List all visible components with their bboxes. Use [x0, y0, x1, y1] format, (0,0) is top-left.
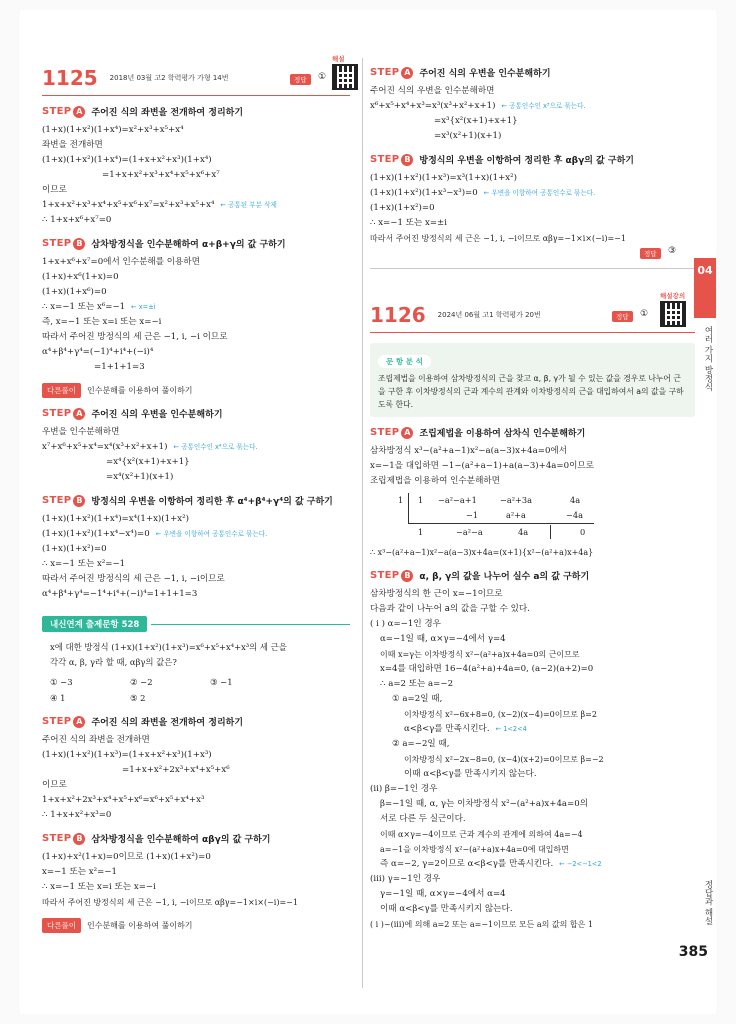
alt-solution-header — [42, 383, 350, 398]
solution-line: α⁴+β⁴+γ⁴=−1⁴+i⁴+(−i)⁴=1+1+1=3 — [42, 589, 198, 599]
solution-line: ∴ x=−1 또는 x=i 또는 x=−i — [42, 882, 156, 892]
solution-line: 삼차방정식의 한 근이 x=−1이므로 — [370, 589, 503, 599]
solution-line: (1+x)(1+x²)=0 — [370, 203, 435, 213]
synth-cell: 4a — [518, 527, 529, 537]
solution-text: x⁶+x⁵+x⁴+x³=x³(x³+x²+x+1) — [370, 101, 496, 111]
margin-note: ← x=±i — [131, 303, 156, 311]
solution-text: (1+x)(1+x²)(1+x⁴−x⁴)=0 — [42, 529, 150, 539]
synth-cell: −4a — [566, 510, 583, 520]
solution-line: 주어진 식의 좌변을 전개하면 — [42, 735, 150, 745]
solution-line: 삼차방정식 x³−(a²+a−1)x²−a(a−3)x+4a=0에서 — [370, 446, 568, 456]
solution-line — [370, 857, 695, 872]
solution-line: (1+x)(1+x²)=0 — [42, 544, 107, 554]
related-problem-tag: 내신연계 출제문항 528 — [42, 616, 147, 632]
step-tag: STEP — [42, 495, 72, 506]
step-b-header — [42, 494, 350, 507]
step-letter-badge: B — [73, 833, 85, 845]
solution-line — [42, 527, 350, 542]
synth-divider — [408, 523, 594, 524]
solution-line: 따라서 주어진 방정식의 세 근은 −1, i, −i이므로 αβγ=−1×i×(−i)=−1 — [370, 234, 626, 243]
answer-value: ① — [640, 309, 649, 319]
solution-line: 1+x+x²+2x³+x⁴+x⁵+x⁶=x⁶+x⁵+x⁴+x³ — [42, 795, 205, 805]
step-title: 방정식의 우변을 이항하여 정리한 후 α⁴+β⁴+γ⁴의 값 구하기 — [91, 497, 333, 507]
margin-note: ← 우변을 이항하여 공통인수로 묶는다. — [483, 189, 596, 197]
solution-line: 우변을 인수분해하면 — [42, 427, 120, 437]
solution-line: =x³(x²+1)(x+1) — [434, 131, 502, 141]
solution-line: ∴ x³−(a²+a−1)x²−a(a−3)x+4a=(x+1){x²−(a²+a)x+4a} — [370, 548, 594, 557]
solution-line: (1+x)+x⁶(1+x)=0 — [42, 272, 119, 282]
synth-cell: −a²−a+1 — [438, 495, 477, 505]
solution-text: x⁷+x⁶+x⁵+x⁴=x⁴(x³+x²+x+1) — [42, 442, 168, 452]
solution-line: 이므로 — [42, 780, 67, 790]
divider — [151, 624, 350, 625]
solution-line: 조립제법을 이용하여 인수분해하면 — [370, 476, 500, 486]
synth-cell: 4a — [570, 495, 581, 505]
alt-solution-tag: 다른풀이 — [42, 383, 81, 398]
margin-note: ← 우변을 이항하여 공통인수로 묶는다. — [155, 530, 268, 538]
step-b-header — [42, 237, 350, 250]
synth-divisor: 1 — [398, 495, 404, 505]
step-b-header — [42, 832, 350, 845]
step-a-header — [370, 66, 695, 79]
chapter-number: 04 — [697, 264, 713, 277]
step-letter-badge: A — [401, 67, 413, 79]
page-number: 385 — [678, 944, 708, 960]
problem-source: 2018년 03월 고2 학력평가 가형 14번 — [109, 73, 229, 82]
solution-line: ∴ x=−1 또는 x²=−1 — [42, 559, 126, 569]
solution-text: α<β<γ를 만족시킨다. — [404, 724, 490, 734]
divider — [370, 268, 695, 269]
step-a-header — [42, 715, 350, 728]
answer-value: ③ — [668, 246, 677, 256]
step-tag: STEP — [370, 570, 400, 581]
solution-line: x=−1을 대입하면 −1−(a²+a−1)+a(a−3)+4a=0이므로 — [370, 461, 595, 471]
solution-line: (1+x)(1+x⁶)=0 — [42, 287, 107, 297]
margin-note: ← 공통인수인 x⁴으로 묶는다. — [173, 443, 258, 451]
synth-cell: −a²+3a — [500, 495, 532, 505]
problem-1126-header — [370, 292, 695, 333]
problem-1125-header — [42, 55, 350, 96]
step-tag: STEP — [42, 408, 72, 419]
choice-5[interactable]: ⑤ 2 — [130, 693, 146, 703]
solution-line: ∴ a=2 또는 a=−2 — [380, 679, 454, 689]
solution-line — [370, 722, 695, 737]
step-letter-badge: A — [73, 716, 85, 728]
synth-cell: −a²−a — [456, 527, 483, 537]
solution-line: (iii) γ=−1인 경우 — [370, 874, 441, 884]
step-title: 주어진 식의 좌변을 전개하여 정리하기 — [91, 718, 244, 728]
solution-line: (1+x)(1+x²)(1+x⁴)=x²+x³+x⁵+x⁴ — [42, 125, 184, 135]
solution-line: x=4를 대입하면 16−4(a²+a)+4a=0, (a−2)(a+2)=0 — [380, 664, 594, 674]
synth-cell: 0 — [580, 527, 586, 537]
solution-line: 즉, x=−1 또는 x=i 또는 x=−i — [42, 317, 162, 327]
answer-value: ① — [318, 72, 327, 82]
step-tag: STEP — [370, 427, 400, 438]
solution-line: 이차방정식 x²−2x−8=0, (x−4)(x+2)=0이므로 β=−2 — [404, 755, 604, 764]
solution-text: 즉 α=−2, γ=2이므로 α<β<γ를 만족시킨다. — [380, 859, 554, 869]
synth-divider — [408, 493, 409, 523]
analysis-text: 조립제법을 이용하여 삼차방정식의 근을 찾고 α, β, γ가 될 수 있는 값을 경우로 나누어 근을 구한 후 이차방정식의 근과 계수의 관계와 이차방정식의 근을 대입하여서 a의 값을 구하도록 한다. — [378, 374, 684, 409]
qr-label: 해설 — [332, 55, 345, 63]
step-title: 방정식의 우변을 이항하여 정리한 후 αβγ의 값 구하기 — [419, 156, 634, 166]
column-divider — [362, 58, 363, 988]
right-column — [370, 60, 695, 932]
step-tag: STEP — [42, 716, 72, 727]
solution-line: 따라서 주어진 방정식의 세 근은 −1, i, −i 이므로 — [42, 332, 228, 342]
step-title: 주어진 식의 우변을 인수분해하기 — [91, 410, 223, 420]
alt-solution-title: 인수분해를 이용하여 풀이하기 — [86, 386, 193, 395]
solution-line: a=−1을 이차방정식 x²−(a²+a)x+4a=0에 대입하면 — [380, 845, 569, 854]
footer-label: 정답과 해설 — [703, 880, 713, 926]
solution-line — [42, 300, 350, 315]
step-tag: STEP — [42, 238, 72, 249]
solution-line: γ=−1일 때, α×γ=−4에서 α=4 — [380, 889, 506, 899]
synthetic-division-table — [370, 493, 695, 541]
solution-line: (ii) β=−1인 경우 — [370, 784, 438, 794]
solution-line: 이때 α×γ=−4이므로 근과 계수의 관계에 의하여 4a=−4 — [380, 830, 583, 839]
step-a-header — [42, 105, 350, 118]
step-letter-badge: B — [73, 495, 85, 507]
solution-line: =x⁴(x²+1)(x+1) — [106, 472, 174, 482]
alt-solution-title: 인수분해를 이용하여 풀이하기 — [86, 921, 193, 930]
step-title: 주어진 식의 좌변을 전개하여 정리하기 — [91, 108, 244, 118]
chapter-title: 여러 가지 방정식 — [703, 326, 713, 391]
synth-cell: −1 — [466, 510, 479, 520]
solution-line — [370, 99, 695, 114]
alt-solution-header — [42, 918, 350, 933]
solution-line: =1+x+x²+x³+x⁴+x⁵+x⁶+x⁷ — [102, 170, 220, 180]
left-column — [20, 55, 350, 937]
solution-line: (1+x)+x²(1+x)=0이므로 (1+x)(1+x²)=0 — [42, 852, 211, 862]
synth-cell: 1 — [418, 495, 424, 505]
step-title: α, β, γ의 값을 나누어 실수 a의 값 구하기 — [419, 572, 590, 582]
solution-line: =1+1+1=3 — [94, 362, 145, 372]
solution-line: (1+x)(1+x²)(1+x⁴)=x⁴(1+x)(1+x²) — [42, 514, 189, 524]
solution-line: (1+x)(1+x²)(1+x⁴)=(1+x+x²+x³)(1+x⁴) — [42, 155, 212, 165]
choice-1[interactable]: ① −3 — [50, 677, 73, 687]
step-title: 주어진 식의 우변을 인수분해하기 — [419, 69, 551, 79]
step-letter-badge: B — [401, 570, 413, 582]
solution-line: =1+x+x²+2x³+x⁴+x⁵+x⁶ — [122, 765, 230, 775]
solution-line: ① a=2일 때, — [392, 694, 443, 704]
answer-badge: 정답 — [290, 74, 311, 85]
margin-note: ← 공통인수인 x³으로 묶는다. — [501, 102, 586, 110]
solution-line: 서로 다른 두 실근이다. — [380, 814, 466, 824]
step-letter-badge: B — [401, 154, 413, 166]
qr-code-icon[interactable] — [660, 301, 686, 327]
solution-line: =x⁴{x²(x+1)+x+1} — [106, 457, 190, 467]
solution-line: ∴ 1+x+x²+x³=0 — [42, 810, 112, 820]
chapter-tab[interactable] — [694, 258, 716, 318]
solution-line: 주어진 식의 우변을 인수분해하면 — [370, 86, 495, 96]
solution-line: 따라서 주어진 방정식의 세 근은 −1, i, −i이므로 αβγ=−1×i×(−i)=−1 — [42, 898, 298, 907]
step-letter-badge: A — [73, 106, 85, 118]
step-title: 삼차방정식을 인수분해하여 α+β+γ의 값 구하기 — [91, 240, 286, 250]
solution-line: 이차방정식 x²−6x+8=0, (x−2)(x−4)=0이므로 β=2 — [404, 710, 597, 719]
solution-line: =x³{x²(x+1)+x+1} — [434, 116, 518, 126]
solution-line: 이므로 — [42, 185, 67, 195]
question-text: x에 대한 방정식 (1+x)(1+x²)(1+x³)=x⁶+x⁵+x⁴+x³의 세 근을 — [50, 642, 287, 652]
solution-line: (1+x)(1+x²)(1+x³)=x³(1+x)(1+x²) — [370, 173, 517, 183]
step-tag: STEP — [42, 833, 72, 844]
problem-source: 2024년 06월 고1 학력평가 20번 — [437, 310, 541, 319]
margin-note: ← 공통된 부분 삭제 — [220, 201, 277, 209]
solution-line: ∴ 1+x+x⁶+x⁷=0 — [42, 215, 112, 225]
solution-line: α⁴+β⁴+γ⁴=(−1)⁴+i⁴+(−i)⁴ — [42, 347, 154, 357]
question-text: 각각 α, β, γ라 할 때, αβγ의 값은? — [50, 657, 177, 667]
solution-line: ∴ x=−1 또는 x=±i — [370, 218, 447, 228]
problem-number: 1126 — [370, 302, 426, 327]
margin-note: ← 1<2<4 — [495, 725, 527, 733]
step-tag: STEP — [370, 154, 400, 165]
step-a-header — [42, 407, 350, 420]
qr-label: 해설강의 — [660, 292, 686, 300]
solution-text: ∴ x=−1 또는 x⁶=−1 — [42, 302, 126, 312]
step-tag: STEP — [370, 67, 400, 78]
choice-4[interactable]: ④ 1 — [50, 693, 66, 703]
qr-code-icon[interactable] — [332, 64, 358, 90]
solution-line: 이때 α<β<γ를 만족시키지 않는다. — [404, 769, 537, 779]
solution-line: α=−1일 때, α×γ=−4에서 γ=4 — [380, 634, 506, 644]
page — [20, 10, 716, 1014]
answer-badge: 정답 — [640, 248, 661, 259]
solution-line — [370, 186, 695, 201]
solution-line: 이때 x=γ는 이차방정식 x²−(a²+a)x+4a=0의 근이므로 — [380, 650, 580, 659]
alt-solution-tag: 다른풀이 — [42, 918, 81, 933]
step-title: 조립제법을 이용하여 삼차식 인수분해하기 — [419, 429, 586, 439]
solution-text: (1+x)(1+x²)(1+x³−x³)=0 — [370, 188, 478, 198]
solution-line: ( i ) α=−1인 경우 — [370, 619, 441, 629]
step-title: 삼차방정식을 인수분해하여 αβγ의 값 구하기 — [91, 835, 271, 845]
answer-choices — [42, 674, 350, 706]
choice-3[interactable]: ③ −1 — [210, 677, 233, 687]
solution-line: ② a=−2일 때, — [392, 739, 450, 749]
step-letter-badge: A — [73, 408, 85, 420]
solution-line: 따라서 주어진 방정식의 세 근은 −1, i, −i이므로 — [42, 574, 225, 584]
solution-line: 1+x+x⁶+x⁷=0에서 인수분해를 이용하면 — [42, 257, 200, 267]
step-letter-badge: B — [73, 238, 85, 250]
step-letter-badge: A — [401, 427, 413, 439]
cancel-equation: 1+x+x²+x³+x⁴+x⁵+x⁶+x⁷=x²+x³+x⁵+x⁴ — [42, 200, 215, 210]
solution-line: (1+x)(1+x²)(1+x³)=(1+x+x²+x³)(1+x³) — [42, 750, 212, 760]
synth-divider — [550, 525, 551, 539]
margin-note: ← −2<−1<2 — [559, 860, 602, 868]
solution-line: 이때 α<β<γ를 만족시키지 않는다. — [380, 904, 513, 914]
answer-badge: 정답 — [612, 311, 633, 322]
solution-line: β=−1일 때, α, γ는 이차방정식 x²−(a²+a)x+4a=0의 — [380, 799, 589, 809]
solution-line: x=−1 또는 x²=−1 — [42, 867, 117, 877]
synth-cell: a²+a — [506, 510, 526, 520]
step-b-header — [370, 153, 695, 166]
choice-2[interactable]: ② −2 — [130, 677, 153, 687]
solution-line — [42, 198, 350, 213]
step-tag: STEP — [42, 106, 72, 117]
step-b-header — [370, 569, 695, 582]
related-problem-header — [42, 616, 350, 632]
answer-row — [370, 246, 695, 260]
solution-line: 다음과 같이 나누어 a의 값을 구할 수 있다. — [370, 604, 530, 614]
solution-line: ( i )~(iii)에 의해 a=2 또는 a=−1이므로 모든 a의 값의 합은 1 — [370, 920, 594, 929]
synth-cell: 1 — [418, 527, 424, 537]
problem-analysis-box — [370, 343, 695, 417]
problem-number: 1125 — [42, 65, 98, 90]
solution-line — [42, 440, 350, 455]
solution-line: 좌변을 전개하면 — [42, 140, 103, 150]
step-a-header — [370, 426, 695, 439]
analysis-title: 문 항 분 석 — [378, 355, 431, 368]
